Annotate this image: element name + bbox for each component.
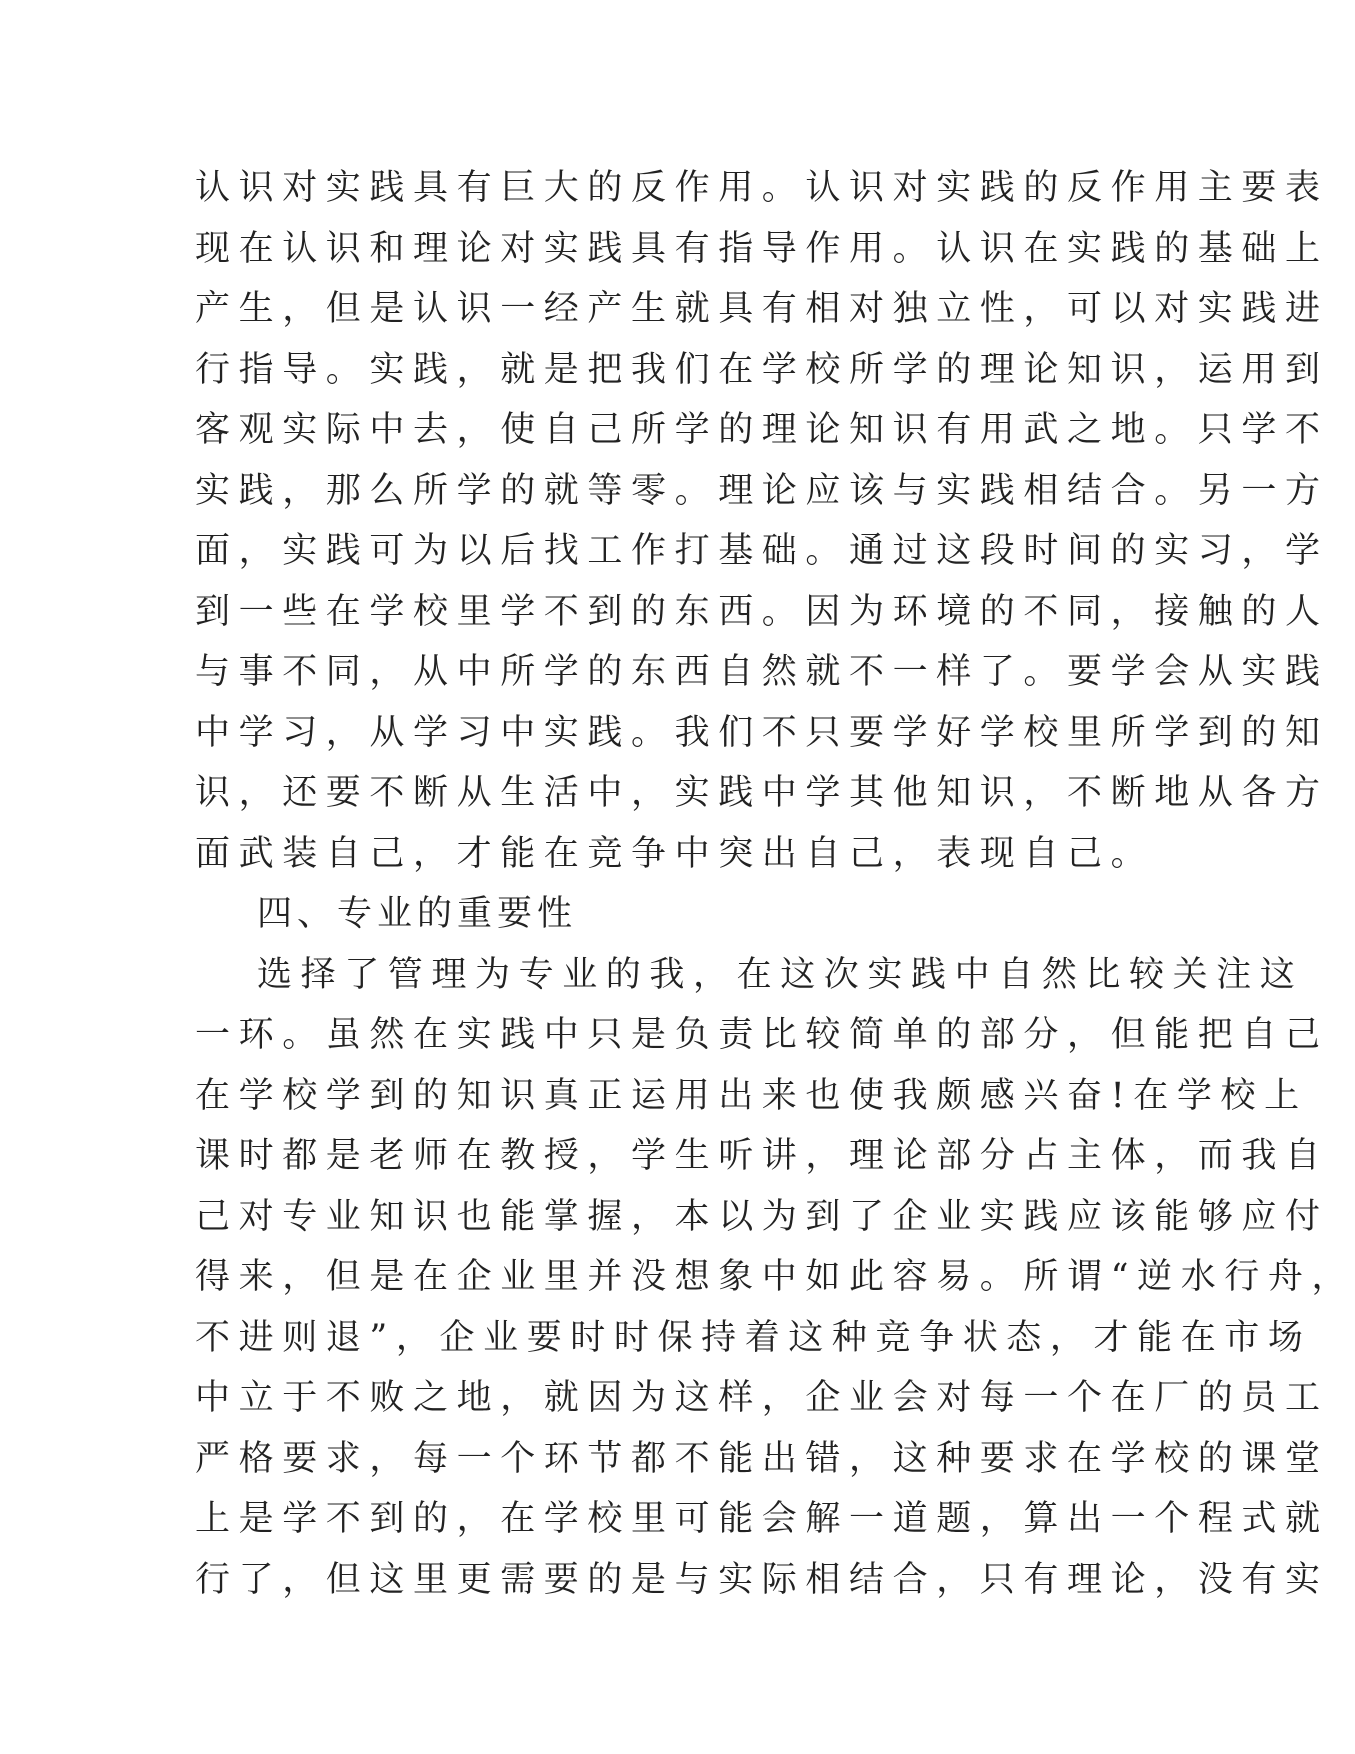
paragraph-line: 中立于不败之地，就因为这样，企业会对每一个在厂的员工 [195,1378,1329,1418]
paragraph-line: 认识对实践具有巨大的反作用。认识对实践的反作用主要表 [195,168,1329,208]
paragraph-line: 不进则退”，企业要时时保持着这种竞争状态，才能在市场 [195,1317,1312,1358]
paragraph-line: 选择了管理为专业的我，在这次实践中自然比较关注这 [257,954,1304,995]
paragraph-line: 现在认识和理论对实践具有指导作用。认识在实践的基础上 [195,228,1329,269]
document-body [195,158,1355,1610]
paragraph-line: 到一些在学校里学不到的东西。因为环境的不同，接触的人 [195,591,1329,632]
paragraph-line: 课时都是老师在教授，学生听讲，理论部分占主体，而我自 [195,1136,1329,1176]
paragraph-line: 己对专业知识也能掌握，本以为到了企业实践应该能够应付 [195,1196,1329,1237]
paragraph-line: 中学习，从学习中实践。我们不只要学好学校里所学到的知 [195,712,1329,753]
paragraph-line: 严格要求，每一个环节都不能出错，这种要求在学校的课堂 [195,1438,1329,1479]
paragraph-line: 一环。虽然在实践中只是负责比较简单的部分，但能把自己 [195,1015,1329,1055]
paragraph-line: 识，还要不断从生活中，实践中学其他知识，不断地从各方 [195,773,1329,813]
paragraph-line: 行了，但这里更需要的是与实际相结合，只有理论，没有实 [195,1559,1329,1600]
paragraph-line: 与事不同，从中所学的东西自然就不一样了。要学会从实践 [195,652,1329,692]
paragraph-line: 上是学不到的，在学校里可能会解一道题，算出一个程式就 [195,1499,1329,1539]
paragraph-line: 行指导。实践，就是把我们在学校所学的理论知识，运用到 [195,349,1329,390]
paragraph-line: 客观实际中去，使自己所学的理论知识有用武之地。只学不 [195,410,1329,450]
paragraph-line: 产生，但是认识一经产生就具有相对独立性，可以对实践进 [195,289,1329,329]
paragraph-line: 得来，但是在企业里并没想象中如此容易。所谓“逆水行舟， [195,1257,1355,1297]
paragraph-line: 在学校学到的知识真正运用出来也使我颇感兴奋!在学校上 [195,1075,1308,1116]
paragraph-line: 面，实践可为以后找工作打基础。通过这段时间的实习，学 [195,531,1329,571]
paragraph-line: 实践，那么所学的就等零。理论应该与实践相结合。另一方 [195,470,1329,511]
paragraph-line: 面武装自己，才能在竞争中突出自己，表现自己。 [195,833,1155,874]
section-heading: 四、专业的重要性 [257,894,578,934]
